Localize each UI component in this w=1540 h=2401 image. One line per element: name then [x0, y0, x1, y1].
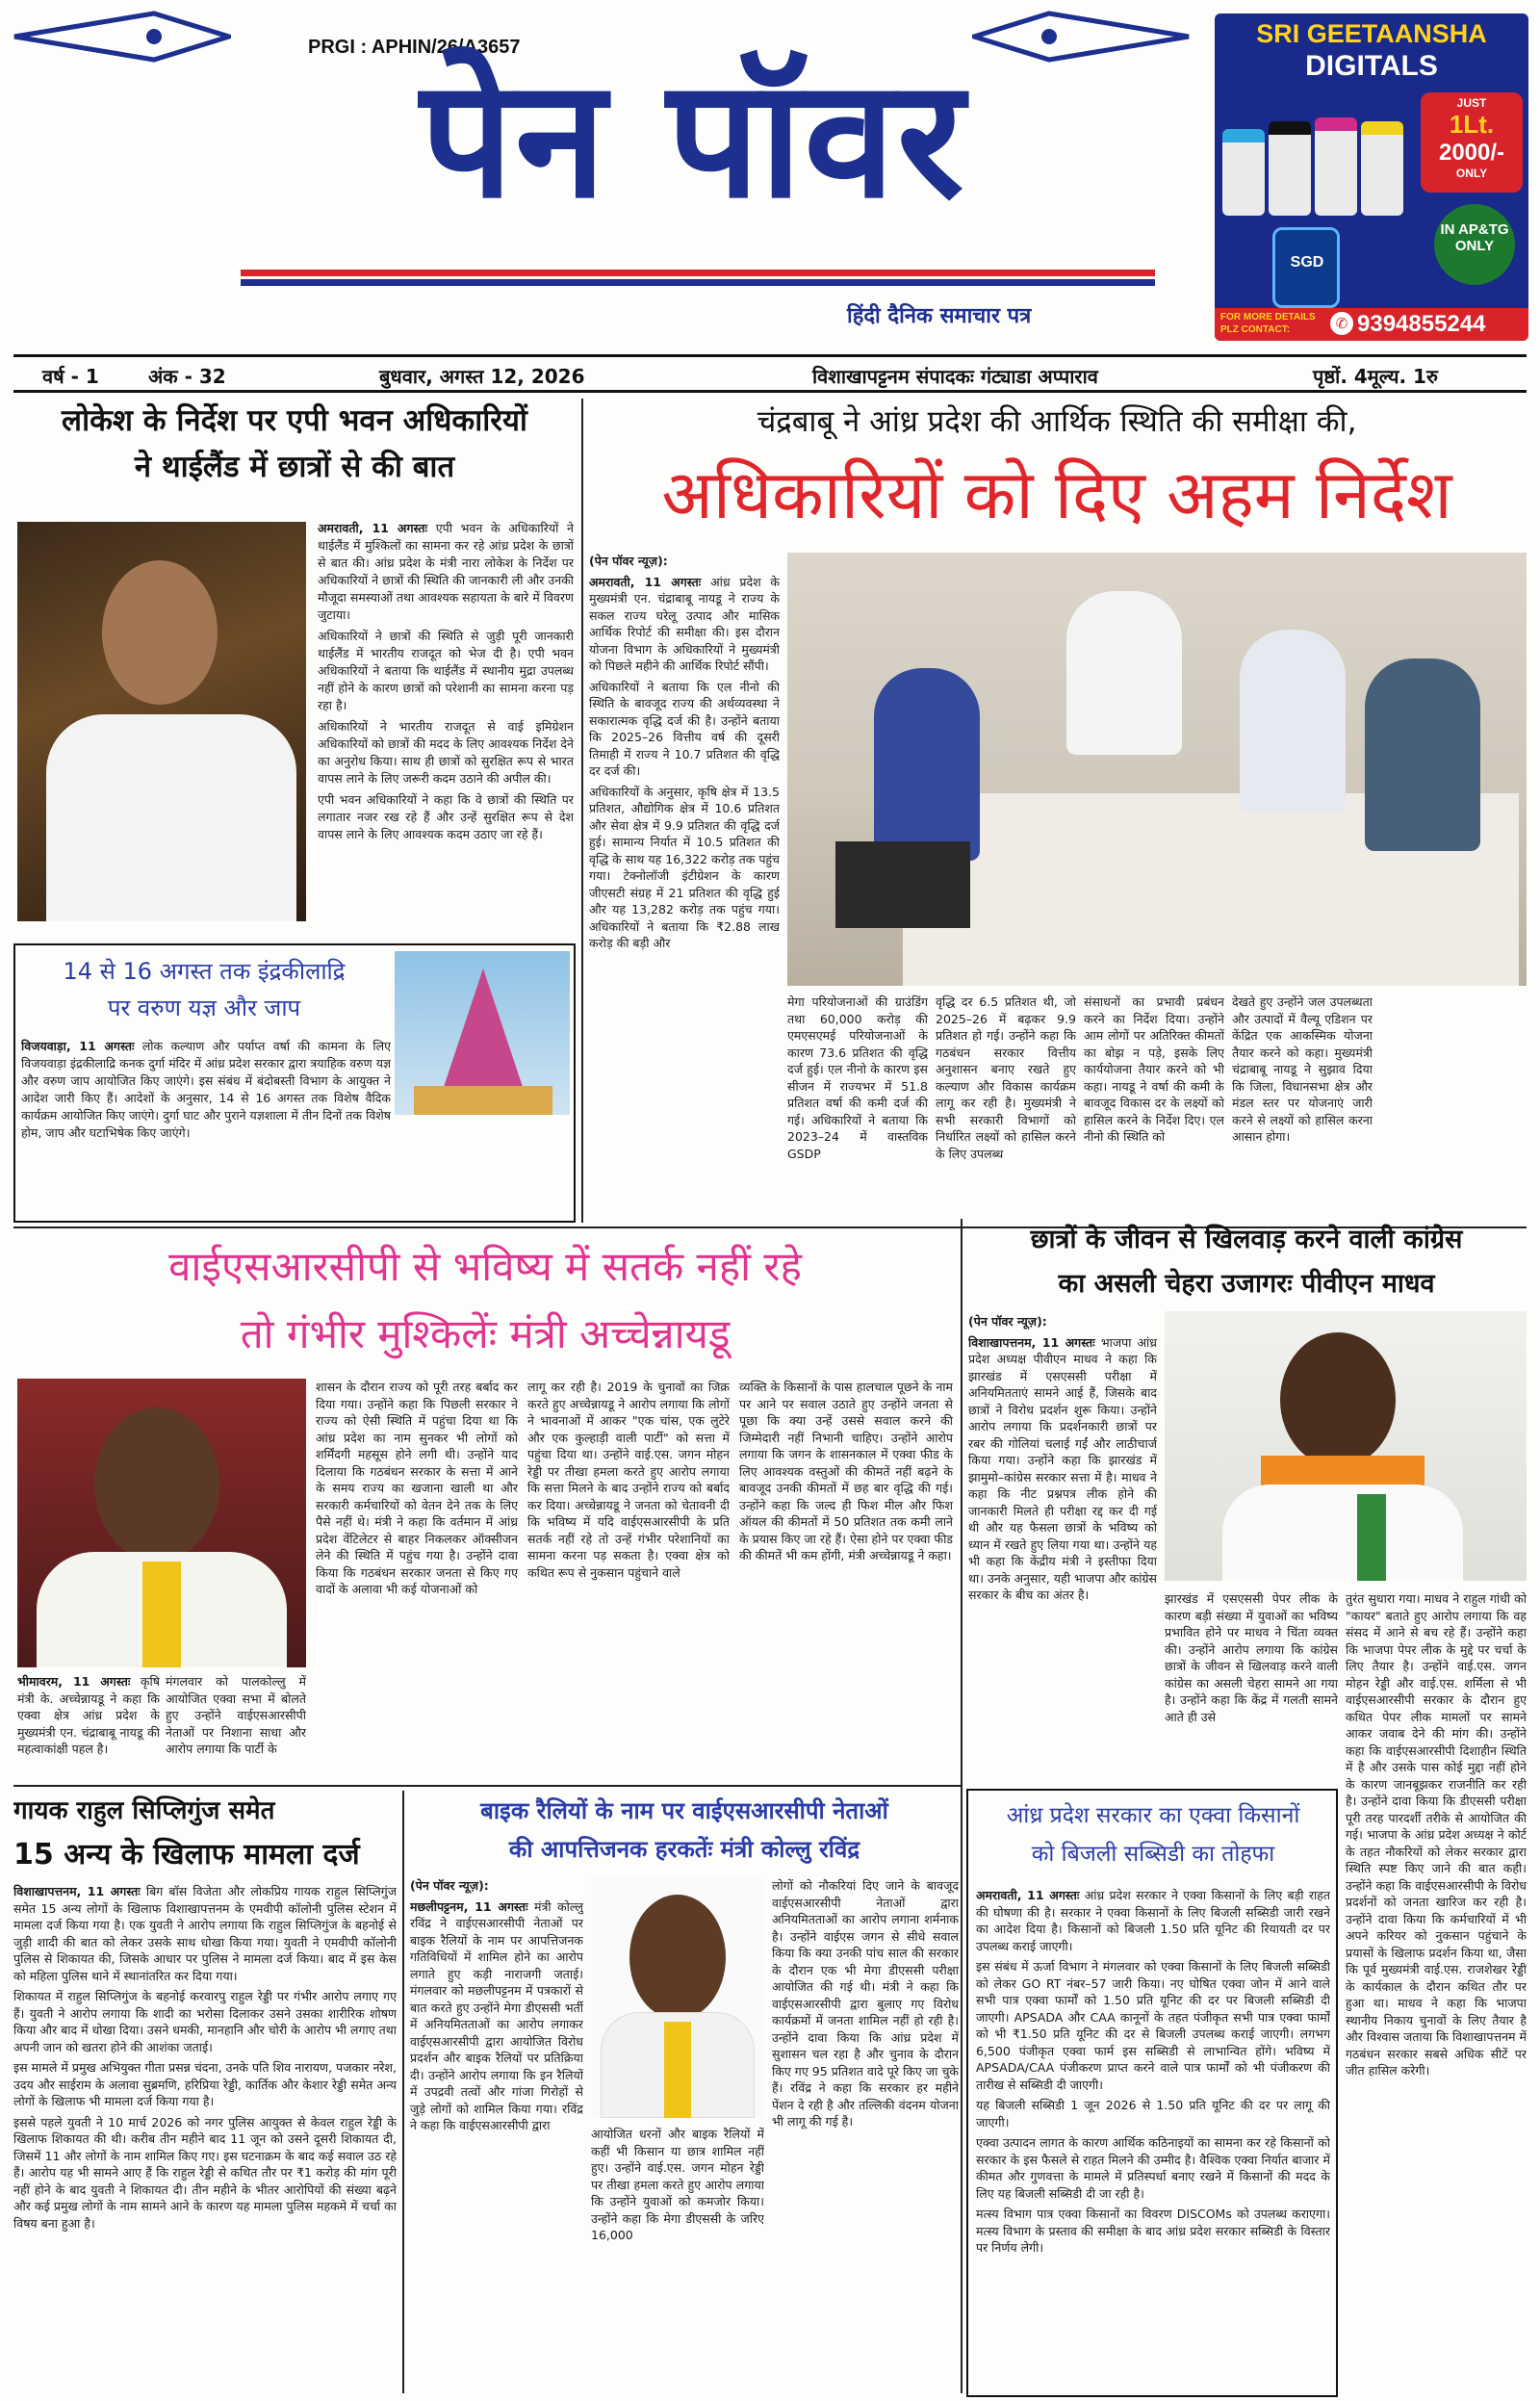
headline-line2: 15 अन्य के खिलाफ मामला दर्ज: [13, 1838, 360, 1872]
story7-lead: मछलीपट्टनम, 11 अगस्तः: [410, 1898, 528, 1914]
story5-column2: [1165, 1590, 1338, 1794]
bottle-magenta: [1315, 117, 1357, 216]
dateline-bar: [13, 354, 1527, 393]
nara-lokesh-photo: [17, 522, 306, 921]
story4-column1: [17, 1673, 160, 1779]
story1-p2: अधिकारियों ने छात्रों की स्थिति से जुड़ी पूरी जानकारी थाईलैंड में भारतीय राजदूत को भेज दी है। एपी भवन अधिकारियों ने बताया कि थाईलैंड में स्थानीय मुद्रा उपलब्ध नहीं होने के कारण छात्रों को परेशानी का सामना करना पड़ रहा है।: [318, 629, 574, 712]
story7-column2: [591, 2126, 764, 2393]
story6-p3: इस मामले में प्रमुख अभियुक्त गीता प्रसन्न चंदना, उनके पति शिव नारायण, पजकार नरेश, उदय और साईराम के अलावा सुब्रमणि, हरिप्रिया रेड्डी, कार्तिक और केशार रेड्डी समेत अन्य लोगों के खिलाफ भी मामला दर्ज किया गया है।: [13, 2060, 397, 2108]
story7-column1: [410, 1877, 583, 2393]
story1-text: [318, 520, 574, 934]
column-divider-2: [961, 1219, 962, 2393]
column-divider-3: [402, 1791, 404, 2393]
person-2: [874, 668, 980, 861]
story6-text: [13, 1883, 397, 2393]
minister-kollu-ravindra-photo: [591, 1877, 764, 2118]
story3-c3: वृद्धि दर 6.5 प्रतिशत थी, जो 2025–26 में बढ़कर 9.9 प्रतिशत हो गई। उन्होंने कहा कि गठबंधन सरकार वित्तीय अनुशासन बनाए रखते हुए कल्याण और विकास कार्यक्रम लागू कर रही है। मुख्यमंत्री ने सभी सरकारी विभागों को निर्धारित लक्ष्यों को हासिल करने के लिए उपलब्ध: [936, 994, 1076, 1161]
newspaper-title: पेन पॉवर: [420, 44, 966, 235]
story5-lead: विशाखापत्तनम, 11 अगस्तः: [968, 1334, 1095, 1350]
story5-column1: [968, 1313, 1157, 1794]
masthead-red-rule: [241, 270, 1155, 276]
story1-p3: अधिकारियों ने भारतीय राजदूत से वाई इमिग्रेशन अधिकारियों को छात्रों की मदद के लिए आवश्यक निर्देश देने का अनुरोध किया। साथ ही छात्रों को सुरक्षित रूप से भारत वापस लाने के लिए जरूरी कदम उठाने की अपील की।: [318, 719, 574, 786]
story1-p1: एपी भवन के अधिकारियों ने थाईलैंड में मुश्किलों का सामना कर रहे आंध्र प्रदेश के छात्रों से बात की। आंध्र प्रदेश के मंत्री नारा लोकेश के निर्देश पर अधिकारियों ने छात्रों की स्थिति की जानकारी ली और उनकी मौजूदा समस्याओं तथा आवश्यक सहायता के बारे में विवरण जुटाया।: [318, 521, 574, 622]
story3-column4: [1084, 994, 1224, 1217]
bottle-label: SGD: [1290, 254, 1324, 271]
story3-p1: आंध्र प्रदेश के मुख्यमंत्री एन. चंद्राबाबू नायडू ने राज्य के सकल राज्य घरेलू उत्पाद और मासिक आर्थिक रिपोर्ट की समीक्षा की। इस दौरान योजना विभाग के अधिकारियों ने मुख्यमंत्री को पिछले महीने की आर्थिक रिपोर्ट सौंपी।: [589, 574, 780, 673]
headline-line1: लोकेश के निर्देश पर एपी भवन अधिकारियों: [62, 403, 527, 438]
person-3: [1240, 630, 1346, 813]
prgi-number: PRGI : APHIN/26/A3657: [308, 37, 521, 58]
story-kollu-ravindra: [408, 1791, 961, 2397]
story4-column4: [527, 1379, 730, 1779]
story-rahul-sipligunj: [13, 1791, 398, 2397]
bottle-black: [1269, 121, 1311, 216]
story8-p4: एक्वा उत्पादन लागत के कारण आर्थिक कठिनाइयों का सामना कर रहे किसानों को सरकार के इस फैसले से राहत मिलने की उम्मीद है। वैश्विक एक्वा निर्यात बाजार में कीमत और गुणवत्ता के मामले में प्रतिस्पर्धा बनाए रखने में किसानों की मदद के लिए यह बिजली सब्सिडी दी जा रही है।: [976, 2135, 1330, 2201]
headline-line2: की आपत्तिजनक हरकतेंः मंत्री कोल्लु रविंद्र: [508, 1836, 860, 1863]
story5-c2: झारखंड में एसएससी पेपर लीक के कारण बड़ी संख्या में युवाओं का भविष्य प्रभावित होने पर माधव ने चिंता व्यक्त की। उन्होंने आरोप लगाया कि कांग्रेस छात्रों के जीवन से खिलवाड़ करने वाली कांग्रेस का असली चेहरा सामने आ गया है। उन्होंने कहा कि केंद्र में गलती सामने आते ही उसे: [1165, 1591, 1338, 1724]
story4-c1: कृषि मंत्री के. अच्चेन्नायडू ने कहा कि एक्वा क्षेत्र आंध्र प्रदेश के मुख्यमंत्री एन. चंद्राबाबू नायडू की महत्वाकांक्षी पहल है।: [17, 1674, 160, 1756]
laptop: [835, 841, 970, 928]
story3-kicker: चंद्रबाबू ने आंध्र प्रदेश की आर्थिक स्थिति की समीक्षा की,: [757, 404, 1357, 439]
person-head: [102, 560, 218, 705]
pvn-madhav-photo: [1165, 1311, 1527, 1581]
story8-p1: आंध्र प्रदेश सरकार ने एक्वा किसानों के लिए बड़ी राहत की घोषणा की है। सरकार ने एक्वा किसानों के लिए बिजली सब्सिडी जारी रखने का आदेश दिया है। किसानों को बिजली 1.50 प्रति यूनिट की रियायती दर पर उपलब्ध कराई जाएगी।: [976, 1888, 1330, 1953]
story-aqua-subsidy: [966, 1789, 1338, 2397]
place-editor: विशाखापट्टनम संपादकः गंट्याडा अप्पाराव: [812, 365, 1098, 388]
tagline: हिंदी दैनिक समाचार पत्र: [847, 304, 1032, 328]
story7-c2: आयोजित धरनों और बाइक रैलियों में कहीं भी किसान या छात्र शामिल नहीं हुए। उन्होंने वाई.एस. जगन मोहन रेड्डी पर तीखा हमला करते हुए आरोप लगाया कि उन्होंने युवाओं को कमजोर किया। उन्होंने कहा कि मेगा डीएससी के जरिए 16,000: [591, 2127, 764, 2242]
story3-c2: मेगा परियोजनाओं की ग्राउंडिंग तथा 60,000 करोड़ की एमएसएमई परियोजनाओं के कारण 73.6 प्रतिशत की वृद्धि दर्ज हुई। एल नीनो के कारण इस सीजन में राज्यभर में 51.8 प्रतिशत वर्षा की कमी दर्ज की गई। अधिकारियों ने बताया कि 2023–24 में वास्तविक GSDP: [787, 994, 928, 1161]
story3-c5: देखते हुए उन्होंने जल उपलब्धता और उत्पादों में वैल्यू एडिशन पर केंद्रित एक आकस्मिक योजना तैयार करने को कहा। मुख्यमंत्री चंद्राबाबू नायडू ने सुझाव दिया कि जिला, विधानसभा क्षेत्र और मंडल स्तर पर योजनाएं जारी करने से लक्ष्यों को हासिल करना आसान होगा।: [1232, 994, 1373, 1144]
story8-lead: अमरावती, 11 अगस्तः: [976, 1888, 1080, 1902]
story3-source: (पेन पॉवर न्यूज़):: [589, 554, 668, 568]
story6-p4: इससे पहले युवती ने 10 मार्च 2026 को नगर पुलिस आयुक्त से केवल राहुल रेड्डी के खिलाफ शिकायत की थी। करीब तीन महीने बाद 11 जून को उसने दूसरी शिकायत दी, जिसमें 11 और लोगों के नाम शामिल किए गए। इस घटनाक्रम के बाद कई सवाल उठ रहे हैं। आरोप यह भी सामने आए हैं कि राहुल रेड्डी से कथित तौर पर ₹1 करोड़ की मांग पूरी नहीं होने के बाद युवती ने शिकायत दी। तीन महीने के भीतर आरोपियों की संख्या बढ़ने और कई प्रमुख लोगों के नाम सामने आने के कारण यह मामला पुलिस महकमे में चर्चा का विषय बना हुआ है।: [13, 2114, 397, 2231]
ad-offer-top: JUST: [1456, 96, 1487, 110]
story7-c3: लोगों को नौकरियां दिए जाने के बावजूद वाईएसआरसीपी नेताओं द्वारा अनियमितताओं का आरोप लगाना शर्मनाक है। उन्होंने वाईएस जगन से सीधे सवाल किया कि क्या उनकी पांच साल की सरकार के दौरान एक भी मेगा डीएससी परीक्षा आयोजित की गई थी। मंत्री ने कहा कि वाईएसआरसीपी द्वारा बुलाए गए विरोध कार्यक्रमों में जनता शामिल नहीं हो रही है। उन्होंने दावा किया कि आंध्र प्रदेश में सुशासन चल रहा है और चुनाव के दौरान किए गए 95 प्रतिशत वादे पूरे किए जा चुके हैं। रविंद्र ने कहा कि सरकार हर महीने पेंशन दे रही है और तल्लिकी वंदनम योजना भी लागू की गई है।: [772, 1878, 959, 2129]
story4-column2: [166, 1673, 306, 1779]
story4-c2: मंगलवार को पालकोल्लु में आयोजित एक्वा सभा में बोलते हुए उन्होंने वाईएसआरसीपी नेताओं पर निशाना साधा और आरोप लगाया कि पार्टी के: [166, 1674, 306, 1756]
masthead-blue-rule: [241, 279, 1155, 286]
volume: वर्ष - 1: [42, 365, 99, 388]
story-naidu-economy: [587, 399, 1527, 1223]
ad-brand-line1: SRI GEETAANSHA: [1256, 19, 1487, 48]
gopuram-base: [414, 1086, 552, 1115]
story2-text: [21, 1038, 391, 1217]
story3-headline: अधिकारियों को दिए अहम निर्देश: [661, 455, 1452, 534]
column-divider: [581, 399, 583, 1223]
story2-lead: विजयवाड़ा, 11 अगस्तः: [21, 1039, 135, 1053]
cm-review-meeting-photo: [787, 553, 1527, 986]
story-achchennaidu: [13, 1232, 957, 1781]
story4-c3: शासन के दौरान राज्य को पूरी तरह बर्बाद कर दिया गया। उन्होंने कहा कि पिछली सरकार ने राज्य को ऐसी स्थिति में पहुंचा दिया था कि आंध्र प्रदेश का नाम सुनकर भी लोगों को शर्मिंदगी महसूस होने लगी थी। उन्होंने याद दिलाया कि गठबंधन सरकार के सत्ता में आने के समय राज्य का खजाना खाली था और सरकारी कर्मचारियों को वेतन देने तक के लिए पैसे नहीं थे। मंत्री ने कहा कि वर्तमान में आंध्र प्रदेश वेंटिलेटर से बाहर निकलकर ऑक्सीजन लेने की स्थिति में पहुंच गया है। उन्होंने दावा किया कि गठबंधन सरकार जनता से किए गए वादों के अलावा भी कई योजनाओं को: [316, 1380, 518, 1596]
person-1: [1066, 591, 1182, 755]
story-lokesh-thailand: [13, 399, 576, 938]
headline-line2: को बिजली सब्सिडी का तोहफा: [1031, 1842, 1275, 1867]
story3-column1: [589, 553, 780, 1217]
ad-offer-qty: 1Lt.: [1449, 110, 1495, 139]
person-head: [1280, 1332, 1396, 1467]
story6-p1: बिग बॉस विजेता और लोकप्रिय गायक राहुल सिप्लिगुंज समेत 15 अन्य लोगों के खिलाफ विशाखापत्तनम के एमवीपी कॉलोनी पुलिस स्टेशन में मामला दर्ज किया गया है। एक युवती ने आरोप लगाया कि राहुल सिप्लिगुंज के बहनोई से जुड़ी शादी की बात को लेकर उसके साथ धोखा किया गया। युवती ने एमवीपी कॉलोनी पुलिस से शिकायत की, जिसके आधार पर पुलिस ने मामला दर्ज किया। बाद में इस केस को महिला पुलिस थाने में स्थानांतरित कर दिया गया।: [13, 1884, 397, 1983]
pages-price: पृष्ठों. 4मूल्य. 1रु: [1313, 365, 1438, 388]
green-scarf: [1357, 1494, 1386, 1581]
story4-c5: व्यक्ति के किसानों के पास हालचाल पूछने के नाम पर आने पर सवाल उठाते हुए उन्होंने जनता से पूछा कि क्या उन्हें उससे सवाल करने की जिम्मेदारी नहीं निभानी चाहिए। उन्होंने आरोप लगाया कि जगन के शासनकाल में एक्वा फीड के लिए आवश्यक वस्तुओं की कीमतें नहीं बढ़ने के बावजूद उनकी कीमतों में छह बार वृद्धि की गई। उन्होंने कहा कि जल्द ही फिश मील और फिश ऑयल की कीमतों में 50 प्रतिशत तक कमी लाने के प्रयास किए जा रहे हैं। ऐसा होने पर एक्वा फीड की कीमतें भी कम होंगी, मंत्री अच्चेन्नायडू ने कहा।: [739, 1380, 953, 1562]
story7-c1: मंत्री कोल्लु रविंद्र ने वाईएसआरसीपी नेताओं पर बाइक रैलियों के नाम पर आपत्तिजनक गतिविधियों में शामिल होने का आरोप लगाते हुए कड़ी नाराजगी जताई। मंगलवार को मछलीपट्टनम में पत्रकारों से बात करते हुए उन्होंने मेगा डीएससी भर्ती में अनियमितताओं का आरोप लगाकर वाईएसआरसीपी द्वारा आयोजित विरोध प्रदर्शन और बाइक रैलियों पर प्रतिक्रिया दी। उन्होंने आरोप लगाया कि इन रैलियों में उपद्रवी तत्वों और गांजा गिरोहों से जुड़े लोगों को शामिल किया गया। रविंद्र ने कहा कि वाईएसआरसीपी द्वारा: [410, 1898, 583, 2132]
section-divider-2: [13, 1785, 961, 1787]
story3-column3: [936, 994, 1076, 1217]
ad-phone[interactable]: 9394855244: [1357, 311, 1486, 337]
bottle-yellow: [1361, 121, 1403, 216]
headline-line1: छात्रों के जीवन से खिलवाड़ करने वाली कांग्रेस: [1030, 1225, 1463, 1254]
person-4: [1365, 658, 1480, 851]
story1-p4: एपी भवन अधिकारियों ने कहा कि वे छात्रों की स्थिति पर लगातार नजर रख रहे हैं और उन्हें सुरक्षित रूप से देश वापस लाने के लिए आवश्यक कदम उठाए जा रहे हैं।: [318, 792, 574, 841]
story4-column3: [316, 1379, 518, 1779]
story7-source: (पेन पॉवर न्यूज़):: [410, 1878, 489, 1893]
story5-c1: भाजपा आंध्र प्रदेश अध्यक्ष पीवीएन माधव ने कहा कि झारखंड में एसएससी परीक्षा में अनियमितताएं सामने आई हैं, जिसके बाद छात्रों ने विरोध प्रदर्शन शुरू किया। उन्होंने आरोप लगाया कि प्रदर्शनकारी छात्रों पर रबर की गोलियां चलाई गईं और लाठीचार्ज किया गया। उन्होंने कहा कि झारखंड में झामुमो–कांग्रेस सरकार सत्ता में है। माधव ने कहा कि नीट प्रश्नपत्र लीक होने की जानकारी मिलते ही परीक्षा रद्द कर दी गई थी और यह फैसला छात्रों के भविष्य को ध्यान में रखते हुए लिया गया था। उन्होंने यह भी कहा कि केंद्रीय मंत्री ने इस्तीफा दिया था। उनके अनुसार, यही भाजपा और कांग्रेस सरकार के बीच का अंतर है।: [968, 1334, 1157, 1602]
story4-c4: लागू कर रही है। 2019 के चुनावों का जिक्र करते हुए अच्चेन्नायडू ने आरोप लगाया कि लोगों ने भावनाओं में आकर "एक चांस, एक लुटेरे और एक कुल्हाड़ी वाली पार्टी" को सत्ता में पहुंचा दिया था। उन्होंने वाई.एस. जगन मोहन रेड्डी पर तीखा हमला करते हुए आरोप लगाया कि सत्ता मिलने के बाद उन्होंने राज्य को बर्बाद कर दिया। अच्चेन्नायडू ने जनता को चेतावनी दी कि भविष्य में यदि वाईएसआरसीपी के प्रति सतर्क नहीं रहे तो उन्हें गंभीर परेशानियों का सामना करना पड़ सकता है। एक्वा क्षेत्र को कथित रूप से नुकसान पहुंचाने वाले: [527, 1380, 730, 1580]
ad-offer-bottom: ONLY: [1455, 167, 1488, 180]
story5-c3: तुरंत सुधारा गया। माधव ने राहुल गांधी को "कायर" बताते हुए आरोप लगाया कि वह संसद में आने से बच रहे हैं। उन्होंने कहा कि भाजपा पेपर लीक के मुद्दे पर चर्चा के लिए तैयार है। उन्होंने वाई.एस. जगन मोहन रेड्डी और वाई.एस. शर्मिला से भी वाईएसआरसीपी सरकार के दौरान हुए कथित पेपर लीक मामलों पर सामने आकर जवाब देने की मांग की। उन्होंने कहा कि वाईएसआरसीपी दिशाहीन स्थिति में है और उसके पास कोई मुद्दा नहीं होने के कारण जानबूझकर राजनीति कर रही है। उन्होंने दावा किया कि डीएससी परीक्षा पूरी तरह पारदर्शी तरीके से आयोजित की गई। भाजपा के आंध्र प्रदेश अध्यक्ष ने कोर्ट के तहत नौकरियों को लेकर सरकार द्वारा स्थिति स्पष्ट किए जाने की बात कही। उन्होंने कहा कि वाईएसआरसीपी के विरोध प्रदर्शनों को जनता खारिज कर रही है। उन्होंने दावा किया कि कर्मचारियों में भी अपने करियर को नुकसान पहुंचाने के प्रयासों के खिलाफ प्रदर्शन किया था, जैसा कि पूर्व मुख्यमंत्री वाई.एस. राजशेखर रेड्डी के कार्यकाल के दौरान कथित तौर पर हुआ था। माधव ने कहा कि भाजपा स्थानीय निकाय चुनावों के लिए तैयार है और विश्वास जताया कि विशाखापत्तनम में गठबंधन सरकार सबसे अधिक सीटें पर जीत हासिल करेगी।: [1346, 1591, 1527, 2078]
headline-line1: वाईएसआरसीपी से भविष्य में सतर्क नहीं रहे: [168, 1243, 802, 1290]
person-head: [94, 1407, 219, 1562]
story8-p3: यह बिजली सब्सिडी 1 जून 2026 से 1.50 प्रति यूनिट की दर पर लागू की जाएगी।: [976, 2098, 1330, 2130]
story8-text: [976, 1887, 1330, 2393]
story3-column5: [1232, 994, 1373, 1217]
story2-body: लोक कल्याण और पर्याप्त वर्षा की कामना के लिए विजयवाड़ा इंद्रकीलाद्रि कनक दुर्गा मंदिर में आंध्र प्रदेश सरकार द्वारा त्रयाहिक वरुण यज्ञ और वरुण जाप आयोजित किए जाएंगे। इस संबंध में बंदोबस्ती विभाग के आयुक्त ने आदेश जारी किए हैं। आदेशों के अनुसार, 14 से 16 अगस्त तक विशेष वैदिक कार्यक्रम आयोजित किए जाएंगे। दुर्गा घाट और पुराने यज्ञशाला में तीन दिनों तक विशेष होम, जाप और घटाभिषेक किए जाएंगे।: [21, 1039, 391, 1140]
minister-achchennaidu-photo: [17, 1379, 306, 1667]
ad-offer-price: 2000/-: [1438, 140, 1505, 166]
headline-line1: आंध्र प्रदेश सरकार का एक्वा किसानों: [1006, 1803, 1300, 1828]
story3-column2: [787, 994, 928, 1217]
story6-p2: शिकायत में राहुल सिप्लिगुंज के बहनोई करवारपु राहुल रेड्डी पर गंभीर आरोप लगाए गए हैं। युवती ने आरोप लगाया कि शादी का भरोसा दिलाकर उसने उसका शारीरिक शोषण किया और बाद में धोखा दिया। उसने धमकी, मानहानि और चोरी के आरोप भी लगाए तथा अपनी जान को खतरा होने की आशंका जताई।: [13, 1989, 397, 2054]
story5-source: (पेन पॉवर न्यूज़):: [968, 1314, 1047, 1329]
story6-lead: विशाखापत्तनम, 11 अगस्तः: [13, 1884, 141, 1898]
issue: अंक - 32: [148, 365, 226, 388]
yellow-scarf: [664, 2022, 691, 2118]
phone-icon: ✆: [1330, 312, 1353, 335]
person-body: [46, 714, 296, 921]
bottle-cyan: [1222, 129, 1265, 216]
story3-p2: अधिकारियों ने बताया कि एल नीनो की स्थिति के बावजूद राज्य की अर्थव्यवस्था ने सकारात्मक वृद्धि दर्ज की है। उन्होंने बताया कि 2025–26 वित्तीय वर्ष की दूसरी तिमाही में राज्य ने 10.7 प्रतिशत की वृद्धि दर दर्ज की।: [589, 679, 780, 778]
story7-column3: [772, 1877, 959, 2393]
story5-column3: [1346, 1590, 1527, 2389]
story3-lead: अमरावती, 11 अगस्तः: [589, 574, 702, 589]
story8-p5: मत्स्य विभाग पात्र एक्वा किसानों का विवरण DISCOMs को उपलब्ध कराएगा। मत्स्य विभाग के प्रस्ताव की समीक्षा के बाद आंध्र प्रदेश सरकार सब्सिडी के विस्तार पर निर्णय लेगी।: [976, 2207, 1330, 2255]
ad-price-badge: [1421, 92, 1523, 193]
story8-p2: इस संबंध में ऊर्जा विभाग ने मंगलवार को एक्वा किसानों के लिए बिजली सब्सिडी को लेकर GO RT नंबर–57 जारी किया। नए घोषित एक्वा जोन में आने वाले सभी पात्र एक्वा फार्मों को 1.50 प्रति यूनिट की दर पर बिजली सब्सिडी दी जाएगी। APSADA और CAA कानूनों के तहत पंजीकृत सभी पात्र एक्वा फार्मों को भी ₹1.50 प्रति यूनिट की दर से बिजली उपलब्ध कराई जाएगी। लगभग 6,500 पंजीकृत एक्वा फार्म इस सब्सिडी से लाभान्वित होंगे। भविष्य में APSADA/CAA पंजीकरण प्राप्त करने वाले पात्र फार्मों को भी पंजीकरण की तारीख से सब्सिडी दी जाएगी।: [976, 1959, 1330, 2092]
story3-c4: संसाधनों का प्रभावी प्रबंधन करने का निर्देश दिया। उन्होंने आम लोगों पर अतिरिक्त कीमतों का बोझ न पड़े, इसके लिए कार्ययोजना तैयार करने को भी कहा। नायडू ने वर्षा की कमी के बावजूद विकास दर के लक्ष्यों को हासिल करने के निर्देश दिए। एल नीनो की स्थिति को: [1084, 994, 1224, 1144]
headline-line1: गायक राहुल सिप्लिगुंज समेत: [13, 1796, 275, 1825]
issue-date: बुधवार, अगस्त 12, 2026: [379, 365, 585, 388]
headline-line1: 14 से 16 अगस्त तक इंद्रकीलाद्रि: [63, 958, 346, 985]
person-head: [629, 1895, 726, 2020]
story3-p3: अधिकारियों के अनुसार, कृषि क्षेत्र में 13.5 प्रतिशत, औद्योगिक क्षेत्र में 10.6 प्रतिशत और सेवा क्षेत्र में 9.9 प्रतिशत की वृद्धि दर्ज हुई। सामान्य निर्यात में 10.5 प्रतिशत की वृद्धि के साथ यह 16,322 करोड़ तक पहुंच गया। टेक्नोलॉजी इंटीग्रेशन के कारण जीएसटी संग्रह में 21 प्रतिशत की वृद्धि हुई और यह 13,282 करोड़ तक पहुंच गया। अधिकारियों ने बताया कि ₹2.88 लाख करोड़ की बड़ी और: [589, 784, 780, 950]
ad-region-badge: IN AP&TG ONLY: [1434, 204, 1515, 285]
ad-contact-label: FOR MORE DETAILS PLZ CONTACT:: [1220, 312, 1316, 335]
yellow-scarf: [142, 1562, 181, 1667]
temple-gopuram-photo: [395, 951, 570, 1115]
story4-lead: भीमावरम, 11 अगस्तः: [17, 1674, 131, 1689]
story4-column5: [739, 1379, 953, 1779]
story1-lead: अमरावती, 11 अगस्तः: [318, 521, 428, 535]
headline-line2: ने थाईलैंड में छात्रों से की बात: [134, 450, 455, 484]
headline-line2: तो गंभीर मुश्किलेंः मंत्री अच्चेन्नायडू: [240, 1310, 731, 1357]
story-varuna-yagna: [13, 943, 576, 1223]
ad-brand-line2: DIGITALS: [1305, 50, 1438, 82]
headline-line1: बाइक रैलियों के नाम पर वाईएसआरसीपी नेताओं: [480, 1797, 888, 1824]
ink-advertisement[interactable]: [1215, 13, 1528, 341]
headline-line2: का असली चेहरा उजागरः पीवीएन माधव: [1058, 1269, 1435, 1299]
headline-line2: पर वरुण यज्ञ और जाप: [107, 994, 301, 1021]
person-body: [1222, 1484, 1463, 1581]
